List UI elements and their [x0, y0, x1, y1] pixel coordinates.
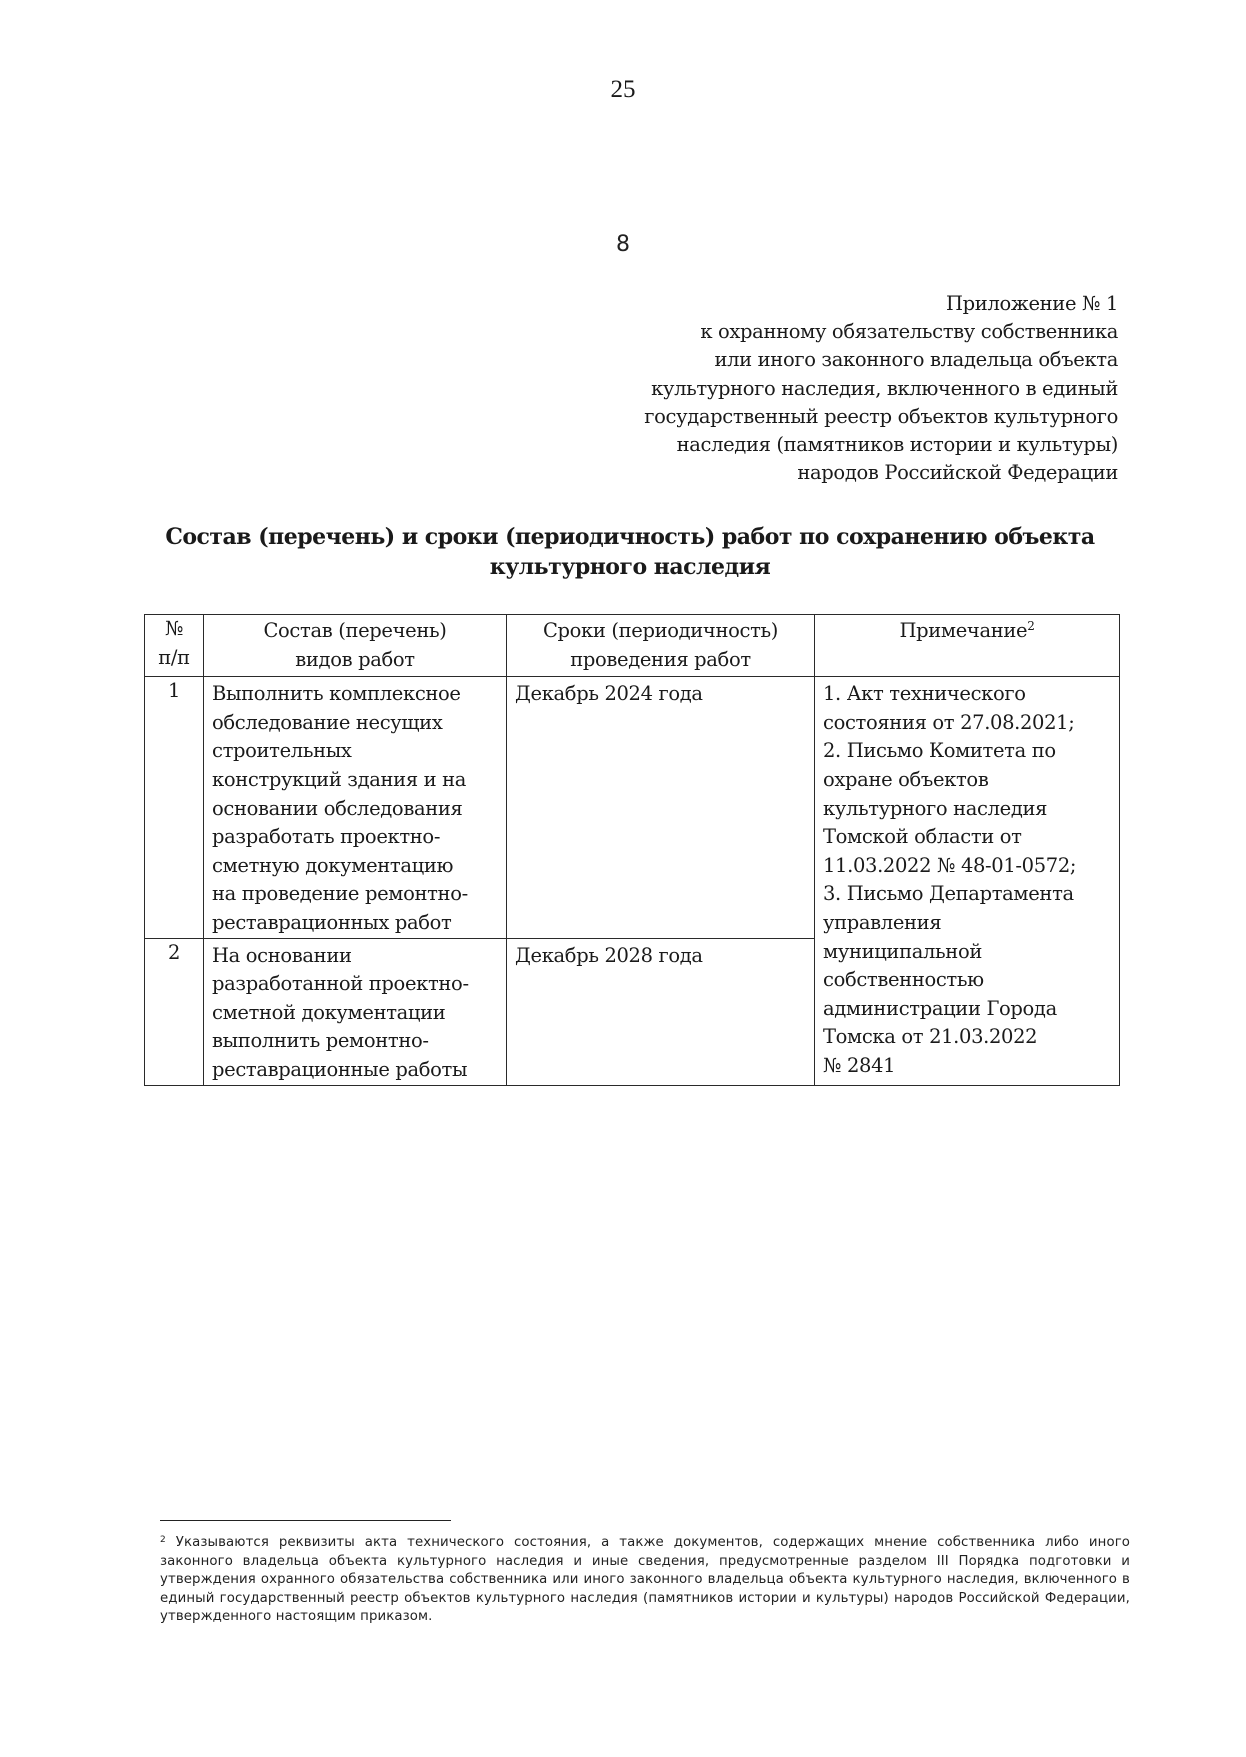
works-line: разработанной проектно- — [212, 972, 469, 996]
title-line-2: культурного наследия — [489, 554, 771, 580]
footnote-ref[interactable]: 2 — [1027, 619, 1035, 633]
header-terms-line: Сроки (периодичность) — [542, 619, 779, 642]
note-line: Томской области от — [823, 825, 1022, 849]
row-num: 1 — [145, 677, 204, 938]
works-line: выполнить ремонтно- — [212, 1029, 429, 1053]
works-line: на проведение ремонтно- — [212, 882, 468, 906]
works-line: сметной документации — [212, 1000, 446, 1024]
note-line: муниципальной — [823, 939, 982, 963]
header-num-line: № — [164, 617, 184, 640]
header-note — [815, 615, 1120, 677]
annex-line: народов Российской Федерации — [797, 461, 1118, 485]
header-works-line: Состав (перечень) — [263, 619, 447, 642]
footnote-separator — [160, 1520, 451, 1521]
table-row — [145, 677, 1120, 938]
document-title — [150, 522, 1110, 582]
note-line: культурного наследия — [823, 796, 1048, 820]
annex-header — [644, 290, 1118, 487]
note-line: Томска от 21.03.2022 — [823, 1025, 1038, 1049]
header-note-label: Примечание — [899, 619, 1028, 642]
works-line: реставрационные работы — [212, 1057, 468, 1081]
works-line: сметную документацию — [212, 853, 454, 877]
note-line: состояния от 27.08.2021; — [823, 710, 1075, 734]
note-line: 3. Письмо Департамента — [823, 882, 1074, 906]
annex-line: Приложение № 1 — [946, 292, 1118, 315]
works-table — [144, 614, 1120, 1086]
note-line: управления — [823, 910, 942, 934]
works-line: основании обследования — [212, 796, 463, 820]
header-works-line: видов работ — [295, 647, 415, 671]
note-line: администрации Города — [823, 996, 1057, 1020]
note-line: 1. Акт технического — [823, 682, 1026, 706]
header-terms-line: проведения работ — [570, 647, 751, 671]
annex-line: государственный реестр объектов культурного — [644, 404, 1118, 428]
header-works — [204, 615, 507, 677]
row-term: Декабрь 2028 года — [507, 938, 815, 1085]
row-works — [204, 938, 507, 1085]
works-line: На основании — [212, 943, 352, 967]
note-cell — [815, 677, 1120, 1085]
note-line: 2. Письмо Комитета по — [823, 739, 1056, 763]
footnote-mark: 2 — [160, 1535, 166, 1545]
note-line: охране объектов — [823, 767, 989, 791]
note-line: № 2841 — [823, 1053, 896, 1077]
outer-page-number: 25 — [610, 76, 636, 103]
works-line: Выполнить комплексное — [212, 682, 461, 706]
annex-line: культурного наследия, включенного в единый — [651, 376, 1118, 400]
inner-page-number: 8 — [616, 232, 630, 257]
header-num — [145, 615, 204, 677]
row-works — [204, 677, 507, 938]
table-header-row — [145, 615, 1120, 677]
row-term: Декабрь 2024 года — [507, 677, 815, 938]
annex-line: наследия (памятников истории и культуры) — [676, 433, 1118, 457]
works-line: строительных — [212, 739, 352, 763]
annex-line: или иного законного владельца объекта — [714, 348, 1118, 372]
works-line: обследование несущих — [212, 710, 443, 734]
works-line: реставрационных работ — [212, 910, 452, 934]
footnote — [160, 1534, 1130, 1627]
header-terms — [507, 615, 815, 677]
works-line: разработать проектно- — [212, 825, 441, 849]
note-line: собственностью — [823, 968, 984, 992]
row-num: 2 — [145, 938, 204, 1085]
note-line: 11.03.2022 № 48-01-0572; — [823, 853, 1077, 877]
works-line: конструкций здания и на — [212, 767, 467, 791]
title-line-1: Состав (перечень) и сроки (периодичность) работ по сохранению объекта — [165, 524, 1095, 550]
header-num-line: п/п — [158, 645, 190, 669]
annex-line: к охранному обязательству собственника — [700, 320, 1118, 344]
footnote-text: Указываются реквизиты акта технического состояния, а также документов, содержащих мнение собственника либо иного законного владельца объекта культурного наследия и иные сведения, предусмотренные разделом III Порядка подготовки и утверждения охранного обязательства собственника или иного законного владельца объекта культурного наследия, включенного в единый государственный реестр объектов культурного наследия (памятников истории и культуры) народов Российской Федерации, утвержденного настоящим приказом. — [160, 1535, 1131, 1625]
